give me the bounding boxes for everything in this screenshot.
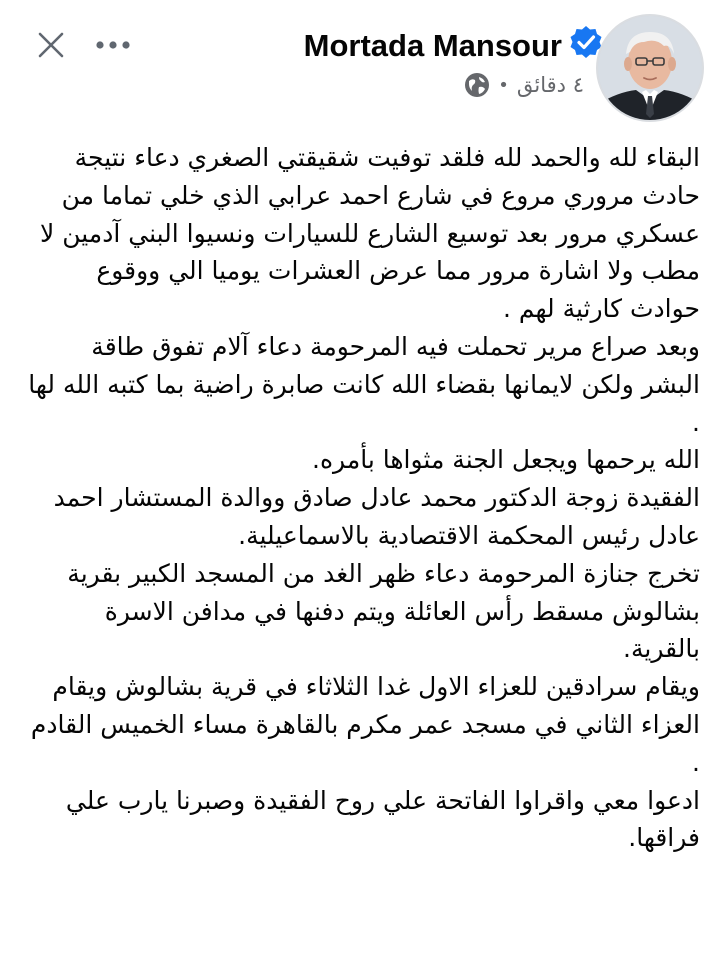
close-icon bbox=[32, 28, 68, 64]
more-icon bbox=[92, 30, 136, 60]
post-paragraph: العزاء الثاني في مسجد عمر مكرم بالقاهرة مساء الخميس القادم . bbox=[30, 709, 700, 777]
author-name[interactable]: Mortada Mansour bbox=[303, 28, 562, 63]
post-paragraph: الفقيدة زوجة الدكتور محمد عادل صادق ووالدة المستشار احمد عادل رئيس المحكمة الاقتصادية بالاسماعيلية. bbox=[53, 483, 700, 550]
avatar[interactable] bbox=[596, 14, 704, 122]
profile-photo-icon bbox=[598, 16, 702, 120]
post-paragraph: ادعوا معي واقراوا الفاتحة علي روح الفقيدة وصبرنا يارب علي فراقها. bbox=[65, 785, 700, 853]
post-paragraph: الله يرحمها ويجعل الجنة مثواها بأمره. bbox=[312, 445, 700, 475]
post-paragraph: تخرج جنازة المرحومة دعاء ظهر الغد من المسجد الكبير بقرية بشالوش مسقط رأس العائلة ويتم دفنها في مدافن الاسرة بالقرية. bbox=[67, 558, 700, 664]
post-text bbox=[28, 139, 700, 857]
post-timestamp[interactable]: ٤ دقائق bbox=[516, 73, 584, 97]
close-button[interactable] bbox=[32, 28, 68, 64]
post-paragraph: البقاء لله والحمد لله فلقد توفيت شقيقتي الصغري دعاء نتيجة حادث مروري مروع في شارع احمد عرابي الذي خلي تماما من عسكري مرور بعد توسيع الشارع للسيارات ونسيوا البني آدمين لا مطب ولا اشارة مرور مما عرض العشرات يوميا الي ووقوع حوادث كارثية لهم . bbox=[40, 143, 700, 324]
post-paragraph: ويقام سرادقين للعزاء الاول غدا الثلاثاء في قرية بشالوش ويقام bbox=[52, 672, 700, 702]
meta-separator: • bbox=[498, 74, 509, 96]
globe-icon[interactable] bbox=[464, 72, 490, 98]
post-paragraph: وبعد صراع مرير تحملت فيه المرحومة دعاء آلام تفوق طاقة البشر ولكن لايمانها بقضاء الله كانت صابرة راضية بما كتبه الله لها . bbox=[28, 331, 700, 437]
more-options-button[interactable] bbox=[92, 30, 136, 60]
post-meta bbox=[464, 70, 584, 100]
post-header bbox=[0, 0, 720, 120]
